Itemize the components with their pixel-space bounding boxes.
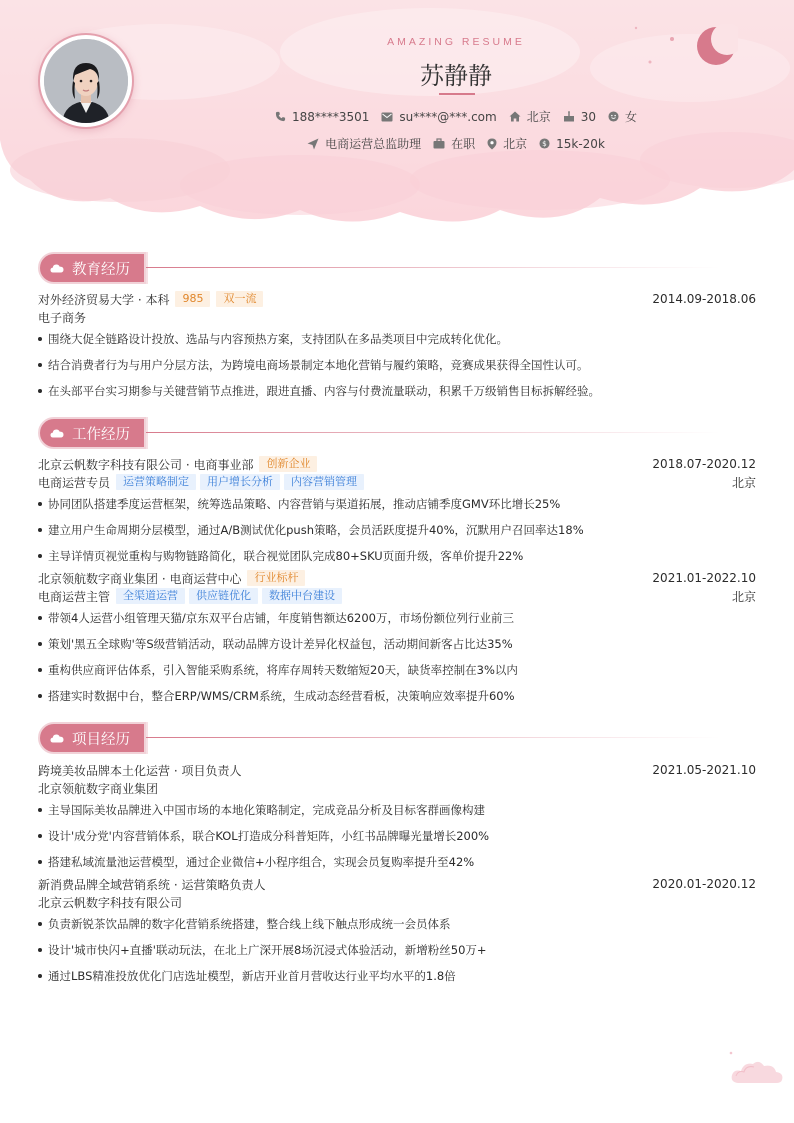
target-city-text: 北京 — [503, 137, 528, 151]
age-text: 30 — [580, 109, 597, 124]
location-pin-icon — [487, 138, 497, 150]
job-role: 电商运营主管 — [38, 589, 111, 604]
company-line — [38, 455, 756, 473]
age-info — [563, 110, 596, 124]
projects-title-pill — [38, 722, 146, 754]
project-dates: 2020.01-2020.12 — [652, 877, 756, 891]
job-dates: 2021.01-2022.10 — [652, 571, 756, 585]
skill-tag: 数据中台建设 — [262, 588, 342, 604]
decorative-cloud-icon — [726, 1050, 786, 1086]
work-entry-2 — [38, 569, 756, 704]
work-title-pill — [38, 417, 146, 449]
salary-text: 15k-20k — [556, 136, 605, 151]
education-section — [38, 252, 756, 404]
role-line — [38, 587, 756, 605]
work-title: 工作经历 — [72, 426, 130, 443]
education-school-line — [38, 290, 756, 308]
job-bullets — [38, 610, 756, 704]
status-text: 在职 — [451, 137, 476, 151]
gender-info — [608, 108, 637, 125]
list-item: 围绕大促全链路设计投放、选品与内容预热方案，支持团队在多品类项目中完成转化优化。 — [38, 331, 756, 347]
project-entry-1 — [38, 761, 756, 870]
project-org: 北京云帆数字科技有限公司 — [38, 895, 183, 910]
education-major-line — [38, 308, 756, 326]
education-dates: 2014.09-2018.06 — [652, 292, 756, 306]
mail-icon — [381, 112, 393, 122]
school-tag-985: 985 — [175, 291, 210, 307]
phone-info — [275, 110, 369, 124]
target-city-info — [487, 135, 527, 152]
project-entry-2 — [38, 875, 756, 984]
target-position-text: 电商运营总监助理 — [325, 137, 422, 151]
education-bullets — [38, 331, 756, 399]
list-item: 带领4人运营小组管理天猫/京东双平台店铺，年度销售额达6200万，市场份额位列行业前三 — [38, 610, 756, 626]
list-item: 搭建私域流量池运营模型，通过企业微信+小程序组合，实现会员复购率提升至42% — [38, 854, 756, 870]
project-name: 跨境美妆品牌本土化运营 · 项目负责人 — [38, 763, 242, 778]
project-org-line — [38, 893, 756, 911]
cloud-icon — [50, 263, 64, 273]
cloud-icon — [50, 733, 64, 743]
work-section — [38, 417, 756, 709]
basic-info-row — [0, 108, 794, 125]
skill-tag: 供应链优化 — [189, 588, 258, 604]
projects-header — [38, 722, 756, 756]
list-item: 主导详情页视觉重构与购物链路简化，联合视觉团队完成80+SKU页面升级，客单价提升22% — [38, 548, 756, 564]
project-dates: 2021.05-2021.10 — [652, 763, 756, 777]
hometown-text: 北京 — [526, 110, 551, 124]
name-underline — [439, 93, 475, 95]
education-title: 教育经历 — [72, 261, 130, 278]
project-name: 新消费品牌全域营销系统 · 运营策略负责人 — [38, 877, 266, 892]
job-bullets — [38, 496, 756, 564]
company-tag: 创新企业 — [259, 456, 317, 472]
svg-text:$: $ — [542, 139, 547, 149]
cake-icon — [563, 111, 575, 122]
smile-icon — [608, 111, 619, 122]
major-name: 电子商务 — [38, 310, 87, 325]
list-item: 设计'城市快闪+直播'联动玩法，在北上广深开展8场沉浸式体验活动，新增粉丝50万+ — [38, 942, 756, 958]
job-city: 北京 — [731, 475, 756, 490]
project-name-line — [38, 875, 756, 893]
list-item: 策划'黑五全球购'等S级营销活动，联动品牌方设计差异化权益包，活动期间新客占比达35% — [38, 636, 756, 652]
project-org: 北京领航数字商业集团 — [38, 781, 159, 796]
candidate-name: 苏静静 — [420, 62, 492, 90]
skill-tag: 运营策略制定 — [116, 474, 196, 490]
resume-tagline: AMAZING RESUME — [387, 36, 525, 48]
section-divider — [146, 737, 720, 738]
list-item: 主导国际美妆品牌进入中国市场的本地化策略制定，完成竞品分析及目标客群画像构建 — [38, 802, 756, 818]
list-item: 负责新锐茶饮品牌的数字化营销系统搭建，整合线上线下触点形成统一会员体系 — [38, 916, 756, 932]
list-item: 设计'成分党'内容营销体系，联合KOL打造成分科普矩阵，小红书品牌曝光量增长200% — [38, 828, 756, 844]
job-dates: 2018.07-2020.12 — [652, 457, 756, 471]
job-city: 北京 — [731, 589, 756, 604]
role-line — [38, 473, 756, 491]
project-bullets — [38, 916, 756, 984]
briefcase-icon — [433, 138, 445, 149]
company-name: 北京云帆数字科技有限公司 · 电商事业部 — [38, 457, 254, 472]
school-name: 对外经济贸易大学 · 本科 — [38, 292, 170, 307]
section-divider — [146, 432, 720, 433]
company-name: 北京领航数字商业集团 · 电商运营中心 — [38, 571, 242, 586]
project-name-line — [38, 761, 756, 779]
project-bullets — [38, 802, 756, 870]
company-tag: 行业标杆 — [247, 570, 305, 586]
send-icon — [307, 138, 319, 150]
money-icon — [539, 138, 550, 149]
education-header — [38, 252, 756, 286]
projects-title: 项目经历 — [72, 731, 130, 748]
status-info — [433, 135, 475, 152]
job-intent-row — [0, 135, 794, 152]
education-entry — [38, 290, 756, 399]
skill-tag: 用户增长分析 — [200, 474, 280, 490]
cloud-icon — [50, 428, 64, 438]
company-line — [38, 569, 756, 587]
list-item: 建立用户生命周期分层模型，通过A/B测试优化push策略，会员活跃度提升40%，沉默用户召回率达18% — [38, 522, 756, 538]
gender-text: 女 — [625, 110, 638, 124]
email-info — [381, 110, 496, 124]
list-item: 在头部平台实习期参与关键营销节点推进，跟进直播、内容与付费流量联动，积累千万级销售目标拆解经验。 — [38, 383, 756, 399]
work-entry-1 — [38, 455, 756, 564]
phone-text: 188****3501 — [291, 109, 370, 124]
phone-icon — [275, 111, 286, 122]
projects-section — [38, 722, 756, 989]
hometown-info — [509, 108, 551, 125]
skill-tag: 全渠道运营 — [116, 588, 185, 604]
email-text: su****@***.com — [399, 109, 497, 124]
list-item: 重构供应商评估体系，引入智能采购系统，将库存周转天数缩短20天，缺货率控制在3%以内 — [38, 662, 756, 678]
list-item: 搭建实时数据中台，整合ERP/WMS/CRM系统，生成动态经营看板，决策响应效率提升60% — [38, 688, 756, 704]
list-item: 协同团队搭建季度运营框架，统筹选品策略、内容营销与渠道拓展，推动店铺季度GMV环比增长25% — [38, 496, 756, 512]
target-position-info — [307, 135, 421, 152]
salary-info — [539, 137, 605, 151]
home-icon — [509, 111, 521, 122]
list-item: 结合消费者行为与用户分层方法，为跨境电商场景制定本地化营销与履约策略，竞赛成果获得全国性认可。 — [38, 357, 756, 373]
education-title-pill — [38, 252, 146, 284]
section-divider — [146, 267, 720, 268]
work-header — [38, 417, 756, 451]
list-item: 通过LBS精准投放优化门店选址模型，新店开业首月营收达行业平均水平的1.8倍 — [38, 968, 756, 984]
job-role: 电商运营专员 — [38, 475, 111, 490]
school-tag-double-first-class: 双一流 — [216, 291, 263, 307]
skill-tag: 内容营销管理 — [284, 474, 364, 490]
project-org-line — [38, 779, 756, 797]
